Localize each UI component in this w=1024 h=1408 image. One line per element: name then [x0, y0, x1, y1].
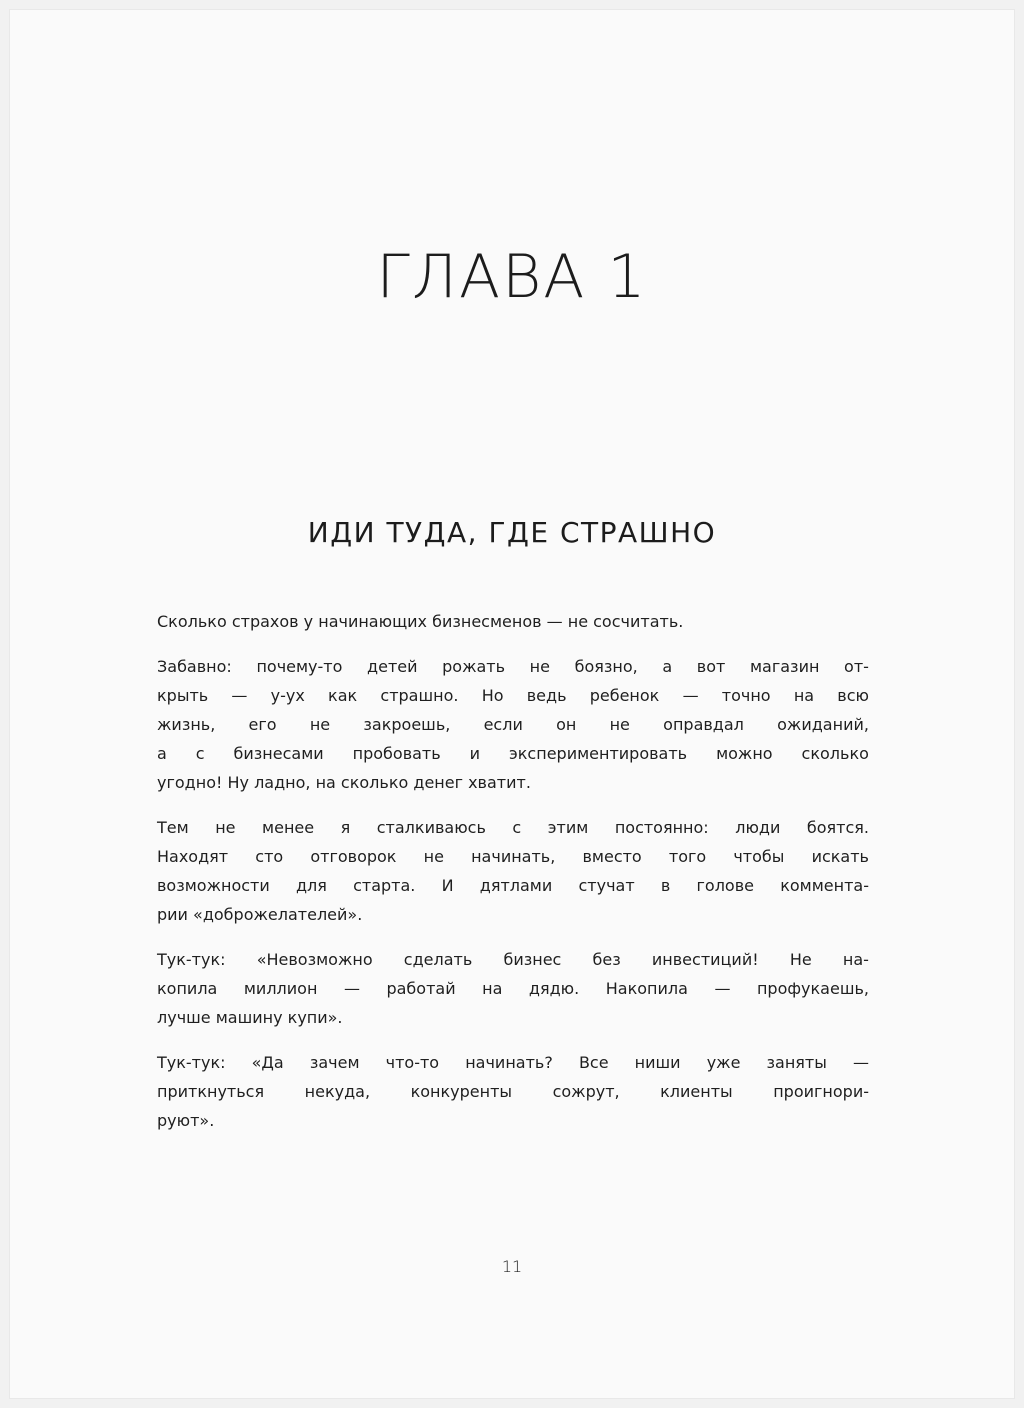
text-line: крыть — у-ух как страшно. Но ведь ребенок — точно на всю: [157, 686, 869, 705]
paragraph: [157, 945, 869, 1032]
chapter-title: ИДИ ТУДА, ГДЕ СТРАШНО: [307, 516, 717, 549]
text-line: угодно! Ну ладно, на сколько денег хватит.: [157, 773, 531, 792]
chapter-label: ГЛАВА 1: [376, 242, 648, 312]
text-line: копила миллион — работай на дядю. Накопила — профукаешь,: [157, 979, 869, 998]
text-line: Сколько страхов у начинающих бизнесменов — не сосчитать.: [157, 612, 684, 631]
book-page: [10, 10, 1014, 1398]
text-line: Тук-тук: «Невозможно сделать бизнес без инвестиций! Не на-: [157, 950, 869, 969]
text-line: Находят сто отговорок не начинать, вместо того чтобы искать: [157, 847, 869, 866]
text-line: приткнуться некуда, конкуренты сожрут, клиенты проигнори-: [157, 1082, 869, 1101]
text-line: Тук-тук: «Да зачем что-то начинать? Все ниши уже заняты —: [157, 1053, 869, 1072]
text-line: а с бизнесами пробовать и экспериментировать можно сколько: [157, 744, 869, 763]
page-number: 11: [501, 1257, 523, 1276]
text-line: Забавно: почему-то детей рожать не боязно, а вот магазин от-: [157, 657, 869, 676]
paragraph: [157, 1048, 869, 1135]
text-line: руют».: [157, 1111, 215, 1130]
paragraph: [157, 813, 869, 929]
text-line: Тем не менее я сталкиваюсь с этим постоянно: люди боятся.: [157, 818, 869, 837]
text-line: возможности для старта. И дятлами стучат в голове коммента-: [157, 876, 869, 895]
paragraph: [157, 607, 869, 636]
paragraph: [157, 652, 869, 797]
body-text: [157, 607, 869, 1151]
text-line: жизнь, его не закроешь, если он не оправдал ожиданий,: [157, 715, 869, 734]
text-line: рии «доброжелателей».: [157, 905, 363, 924]
text-line: лучше машину купи».: [157, 1008, 343, 1027]
